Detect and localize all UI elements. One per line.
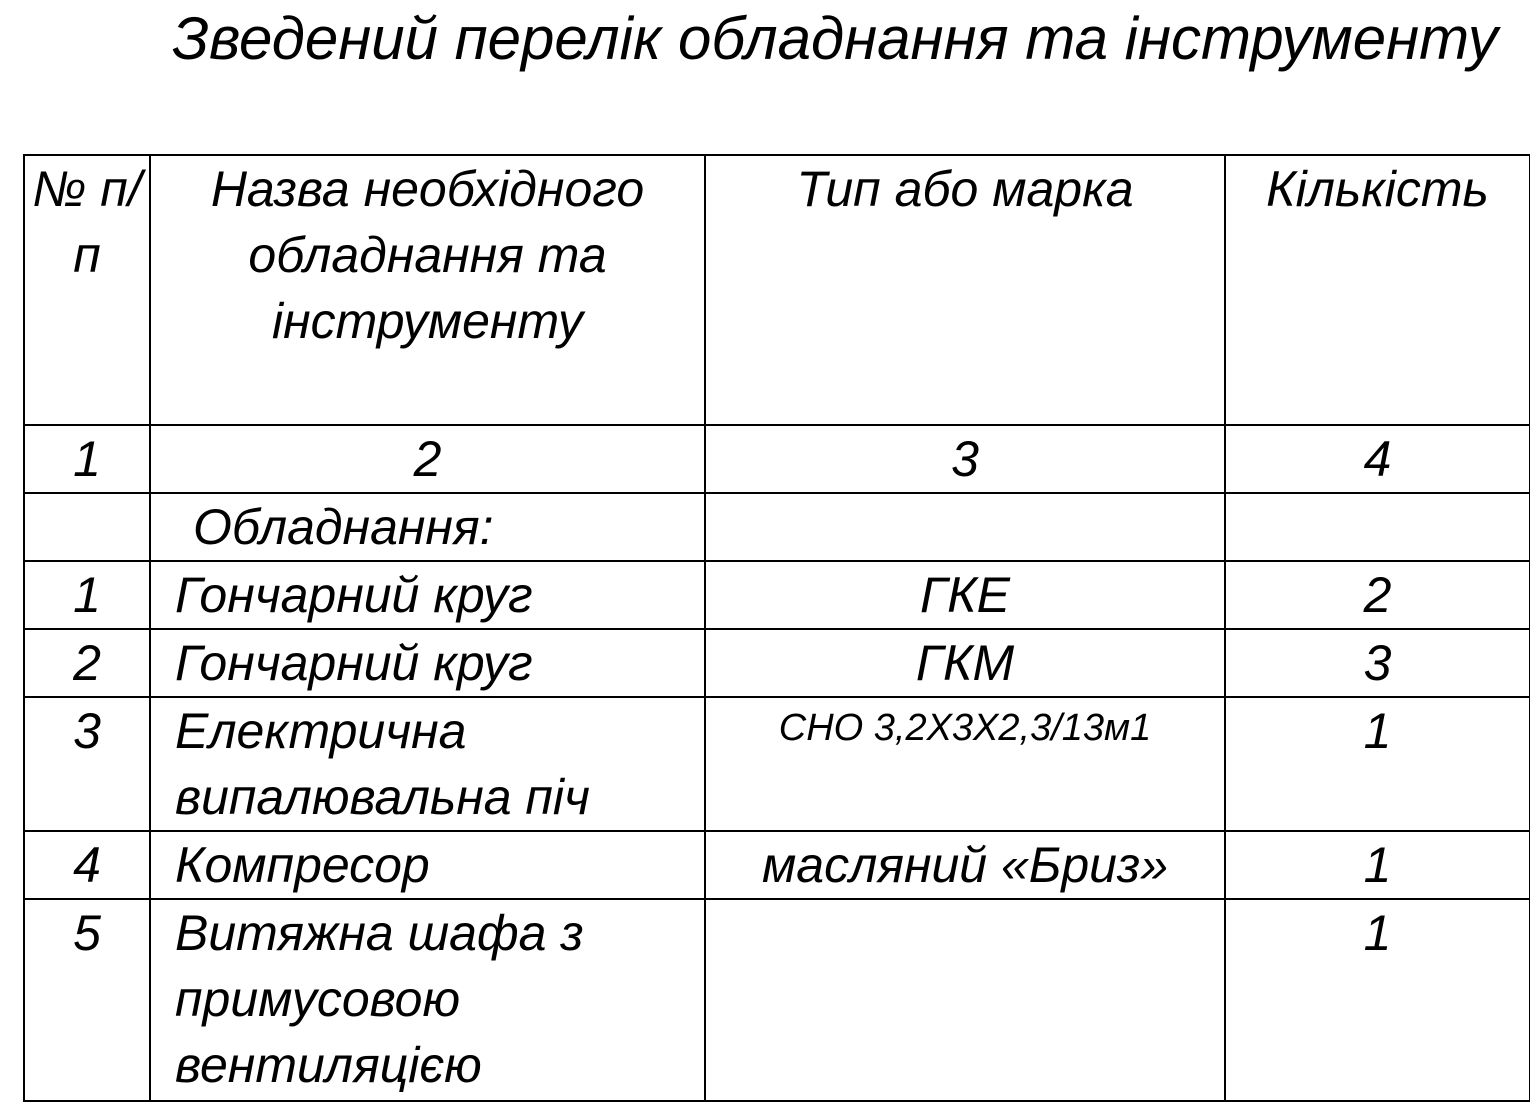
row-number: 2 bbox=[24, 629, 150, 697]
table-header-row bbox=[24, 155, 1530, 425]
header-name: Назва необхідного обладнання та інструменту bbox=[150, 155, 705, 425]
row-number: 1 bbox=[24, 561, 150, 629]
equipment-table bbox=[23, 154, 1530, 1102]
table-row bbox=[24, 697, 1530, 831]
row-number: 3 bbox=[24, 697, 150, 831]
row-type: ГКЕ bbox=[705, 561, 1225, 629]
header-quantity: Кількість bbox=[1225, 155, 1530, 425]
table-row bbox=[24, 561, 1530, 629]
empty-cell bbox=[705, 493, 1225, 561]
column-index-row bbox=[24, 425, 1530, 493]
row-name: Витяжна шафа з примусовою вентиляцією bbox=[150, 899, 705, 1101]
row-quantity: 3 bbox=[1225, 629, 1530, 697]
document-title: Зведений перелік обладнання та інструменту bbox=[172, 5, 1498, 72]
section-label: Обладнання: bbox=[150, 493, 705, 561]
row-type: СНО 3,2Х3Х2,3/13м1 bbox=[705, 697, 1225, 831]
header-number: № п/п bbox=[24, 155, 150, 425]
row-name: Гончарний круг bbox=[150, 561, 705, 629]
table-row bbox=[24, 831, 1530, 899]
table-row bbox=[24, 899, 1530, 1101]
row-quantity: 1 bbox=[1225, 831, 1530, 899]
column-index-cell: 1 bbox=[24, 425, 150, 493]
row-quantity: 2 bbox=[1225, 561, 1530, 629]
row-type: ГКМ bbox=[705, 629, 1225, 697]
row-name: Компресор bbox=[150, 831, 705, 899]
row-quantity: 1 bbox=[1225, 899, 1530, 1101]
row-name: Електрична випалювальна піч bbox=[150, 697, 705, 831]
header-type: Тип або марка bbox=[705, 155, 1225, 425]
row-quantity: 1 bbox=[1225, 697, 1530, 831]
empty-cell bbox=[24, 493, 150, 561]
row-number: 4 bbox=[24, 831, 150, 899]
row-type bbox=[705, 899, 1225, 1101]
row-number: 5 bbox=[24, 899, 150, 1101]
row-type: масляний «Бриз» bbox=[705, 831, 1225, 899]
column-index-cell: 3 bbox=[705, 425, 1225, 493]
table-row bbox=[24, 629, 1530, 697]
section-row bbox=[24, 493, 1530, 561]
row-name: Гончарний круг bbox=[150, 629, 705, 697]
empty-cell bbox=[1225, 493, 1530, 561]
column-index-cell: 4 bbox=[1225, 425, 1530, 493]
column-index-cell: 2 bbox=[150, 425, 705, 493]
